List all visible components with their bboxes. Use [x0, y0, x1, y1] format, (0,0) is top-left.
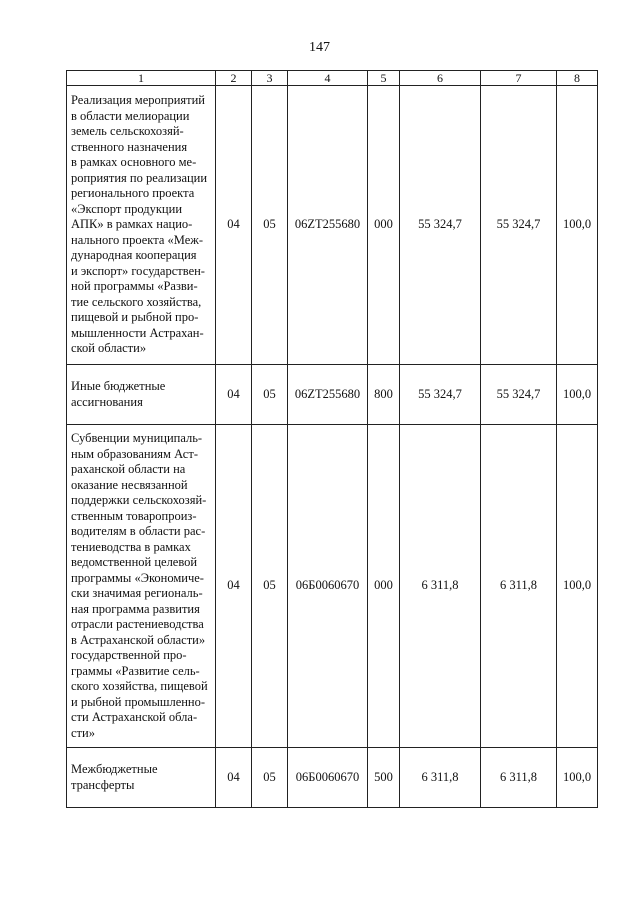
row-actual-amount: 55 324,7 [481, 365, 557, 425]
row-description: Межбюджетные трансферты [67, 748, 216, 808]
table-row [67, 365, 598, 425]
row-section: 04 [216, 748, 252, 808]
table-row [67, 748, 598, 808]
row-target-code: 06ZT255680 [288, 86, 368, 365]
header-cell-1: 1 [67, 71, 216, 86]
row-expense-type: 000 [368, 425, 400, 748]
row-percent: 100,0 [557, 425, 598, 748]
row-target-code: 06Б0060670 [288, 425, 368, 748]
row-planned-amount: 6 311,8 [400, 748, 481, 808]
table-header-row [67, 71, 598, 86]
row-description: Субвенции муниципаль- ным образованиям Аст- раханской области на оказание несвязанной поддержки сельскохозяй- ственным товаропроиз- водителям в области рас- тениеводства в рамках ведомственной целевой программы «Экономиче- ски значимая региональ- ная программа развития отрасли растениеводства в Астраханской области» государственной про- граммы «Развитие сель- ского хозяйства, пищевой и рыбной промышленно- сти Астраханской обла- сти» [67, 425, 216, 748]
row-section: 04 [216, 365, 252, 425]
row-percent: 100,0 [557, 86, 598, 365]
header-cell-3: 3 [252, 71, 288, 86]
header-cell-4: 4 [288, 71, 368, 86]
row-target-code: 06ZT255680 [288, 365, 368, 425]
row-expense-type: 800 [368, 365, 400, 425]
row-target-code: 06Б0060670 [288, 748, 368, 808]
row-actual-amount: 55 324,7 [481, 86, 557, 365]
header-cell-6: 6 [400, 71, 481, 86]
page-number: 147 [309, 40, 330, 55]
row-subsection: 05 [252, 365, 288, 425]
row-subsection: 05 [252, 86, 288, 365]
row-planned-amount: 55 324,7 [400, 365, 481, 425]
row-description: Иные бюджетные ассигнования [67, 365, 216, 425]
row-planned-amount: 55 324,7 [400, 86, 481, 365]
header-cell-5: 5 [368, 71, 400, 86]
row-subsection: 05 [252, 425, 288, 748]
row-subsection: 05 [252, 748, 288, 808]
row-percent: 100,0 [557, 365, 598, 425]
row-expense-type: 500 [368, 748, 400, 808]
row-actual-amount: 6 311,8 [481, 748, 557, 808]
table-row [67, 86, 598, 365]
row-percent: 100,0 [557, 748, 598, 808]
row-planned-amount: 6 311,8 [400, 425, 481, 748]
header-cell-7: 7 [481, 71, 557, 86]
row-description: Реализация мероприятий в области мелиорации земель сельскохозяй- ственного назначения в рамках основного ме- роприятия по реализации регионального проекта «Экспорт продукции АПК» в рамках нацио- нального проекта «Меж- дународная кооперация и экспорт» государствен- ной программы «Разви- тие сельского хозяйства, пищевой и рыбной про- мышленности Астрахан- ской области» [67, 86, 216, 365]
header-cell-2: 2 [216, 71, 252, 86]
row-expense-type: 000 [368, 86, 400, 365]
row-section: 04 [216, 86, 252, 365]
row-section: 04 [216, 425, 252, 748]
budget-table [66, 70, 598, 808]
header-cell-8: 8 [557, 71, 598, 86]
row-actual-amount: 6 311,8 [481, 425, 557, 748]
table-row [67, 425, 598, 748]
